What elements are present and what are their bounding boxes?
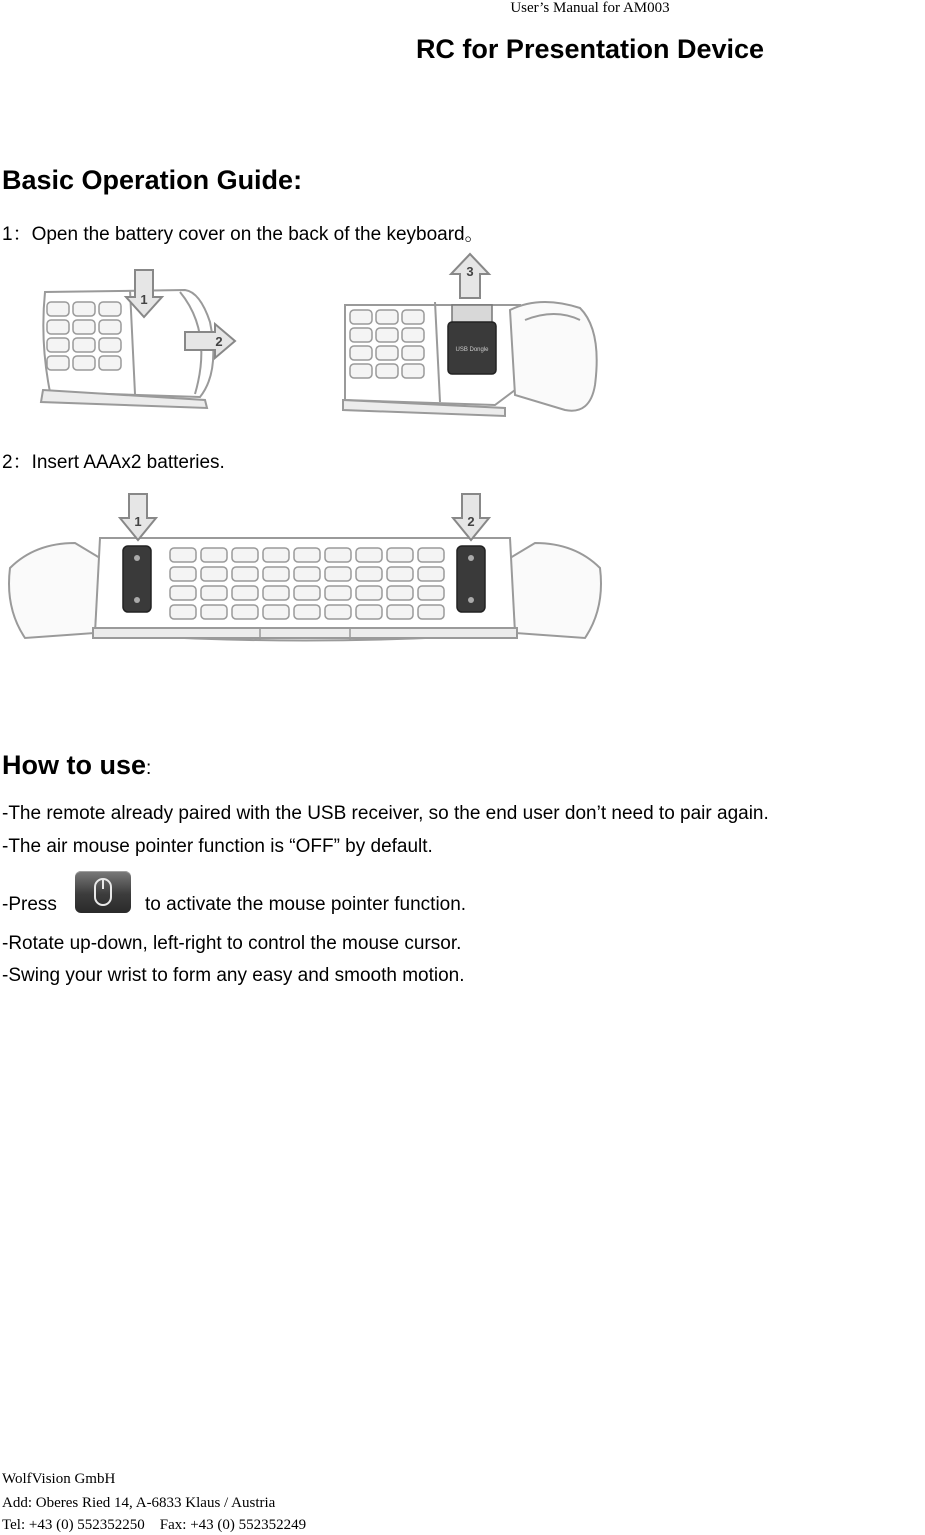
arrow-3-label: 3 [466,264,474,279]
arrow-2-label: 2 [215,334,223,349]
how-to-use-heading-row [2,750,151,781]
keys-group [47,302,121,370]
basic-guide-heading: Basic Operation Guide: [2,165,303,195]
footer-address: Add: Oberes Ried 14, A-6833 Klaus / Austria [2,1495,276,1511]
usage-line-1: -The remote already paired with the USB receiver, so the end user don’t need to pair again. [2,803,769,824]
step1-text: 1：Open the battery cover on the back of the keyboard。 [2,224,484,245]
figure-open-cover-right [340,250,605,420]
battery-left-icon [123,546,151,612]
footer-contact: Tel: +43 (0) 552352250 Fax: +43 (0) 552352249 [2,1517,307,1533]
step2-text: 2：Insert AAAx2 batteries. [2,452,225,473]
usage-line-3-prefix: -Press [2,894,57,915]
battery-arrow-1-icon [120,494,156,540]
document-title: RC for Presentation Device [415,34,765,64]
how-to-use-heading: How to use [2,750,147,780]
usb-dongle-icon [448,305,496,374]
battery-right-icon [457,546,485,612]
mouse-button-icon [75,871,131,913]
usage-line-3-suffix: to activate the mouse pointer function. [145,894,467,915]
usage-line-5: -Swing your wrist to form any easy and smooth motion. [2,965,465,986]
how-to-use-colon: : [146,758,152,779]
usage-line-2: -The air mouse pointer function is “OFF” by default. [2,836,433,857]
figure-insert-batteries [5,488,605,658]
figure-open-cover-left [35,262,250,412]
footer-company: WolfVision GmbH [2,1471,116,1487]
battery-arrow-2-icon [453,494,489,540]
battery-arrow-1-label: 1 [134,514,142,529]
arrow-3-icon [451,254,489,298]
arrow-1-label: 1 [140,292,148,307]
dongle-label: USB Dongle [455,347,489,353]
battery-arrow-2-label: 2 [467,514,475,529]
usage-line-4: -Rotate up-down, left-right to control the mouse cursor. [2,933,462,954]
manual-label: User’s Manual for AM003 [510,0,670,16]
arrow-2-icon [185,324,235,358]
